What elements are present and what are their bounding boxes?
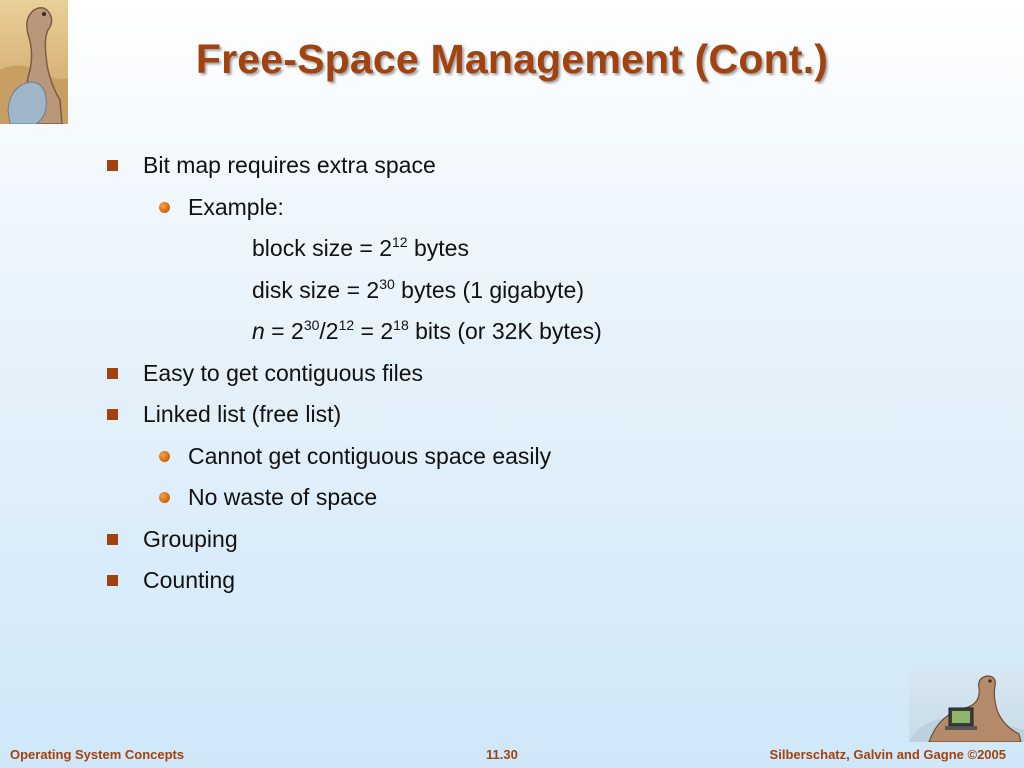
slide-title: Free-Space Management (Cont.) — [195, 36, 829, 82]
bullet-text: Linked list (free list) — [143, 401, 342, 427]
square-bullet-icon — [107, 368, 118, 379]
example-text: = 2 — [354, 318, 394, 344]
bullet-text: Bit map requires extra space — [143, 152, 436, 178]
bullet-text: Counting — [143, 567, 236, 593]
square-bullet-icon — [107, 160, 118, 171]
square-bullet-icon — [107, 575, 118, 586]
example-text: bytes — [407, 235, 469, 261]
exponent: 30 — [379, 276, 395, 292]
bullet-text: Grouping — [143, 526, 238, 552]
example-text: disk size = 2 — [252, 277, 380, 303]
footer-course-title: Operating System Concepts — [10, 747, 185, 762]
square-bullet-icon — [107, 534, 118, 545]
example-text: = 2 — [264, 318, 304, 344]
example-text: bytes (1 gigabyte) — [394, 277, 584, 303]
exponent: 12 — [392, 234, 408, 250]
variable-n: n — [252, 318, 265, 344]
exponent: 30 — [303, 317, 320, 333]
round-bullet-icon — [159, 202, 170, 213]
example-n-bits — [252, 316, 602, 346]
square-bullet-icon — [107, 409, 118, 420]
example-block-size — [252, 233, 469, 263]
sub-bullet-text: No waste of space — [188, 484, 378, 510]
example-disk-size — [252, 275, 584, 305]
sub-bullet-text: Example: — [188, 194, 284, 220]
example-text: /2 — [319, 318, 339, 344]
example-text: block size = 2 — [252, 235, 392, 261]
sub-bullet-text: Cannot get contiguous space easily — [188, 443, 552, 469]
exponent: 18 — [393, 317, 409, 333]
exponent: 12 — [338, 317, 355, 333]
footer-page-number: 11.30 — [486, 747, 518, 762]
example-text: bits (or 32K bytes) — [408, 318, 602, 344]
footer-copyright: Silberschatz, Galvin and Gagne ©2005 — [769, 747, 1006, 762]
dinosaur-laptop-icon — [909, 670, 1024, 742]
bullet-text: Easy to get contiguous files — [143, 360, 423, 386]
round-bullet-icon — [159, 492, 170, 503]
round-bullet-icon — [159, 451, 170, 462]
